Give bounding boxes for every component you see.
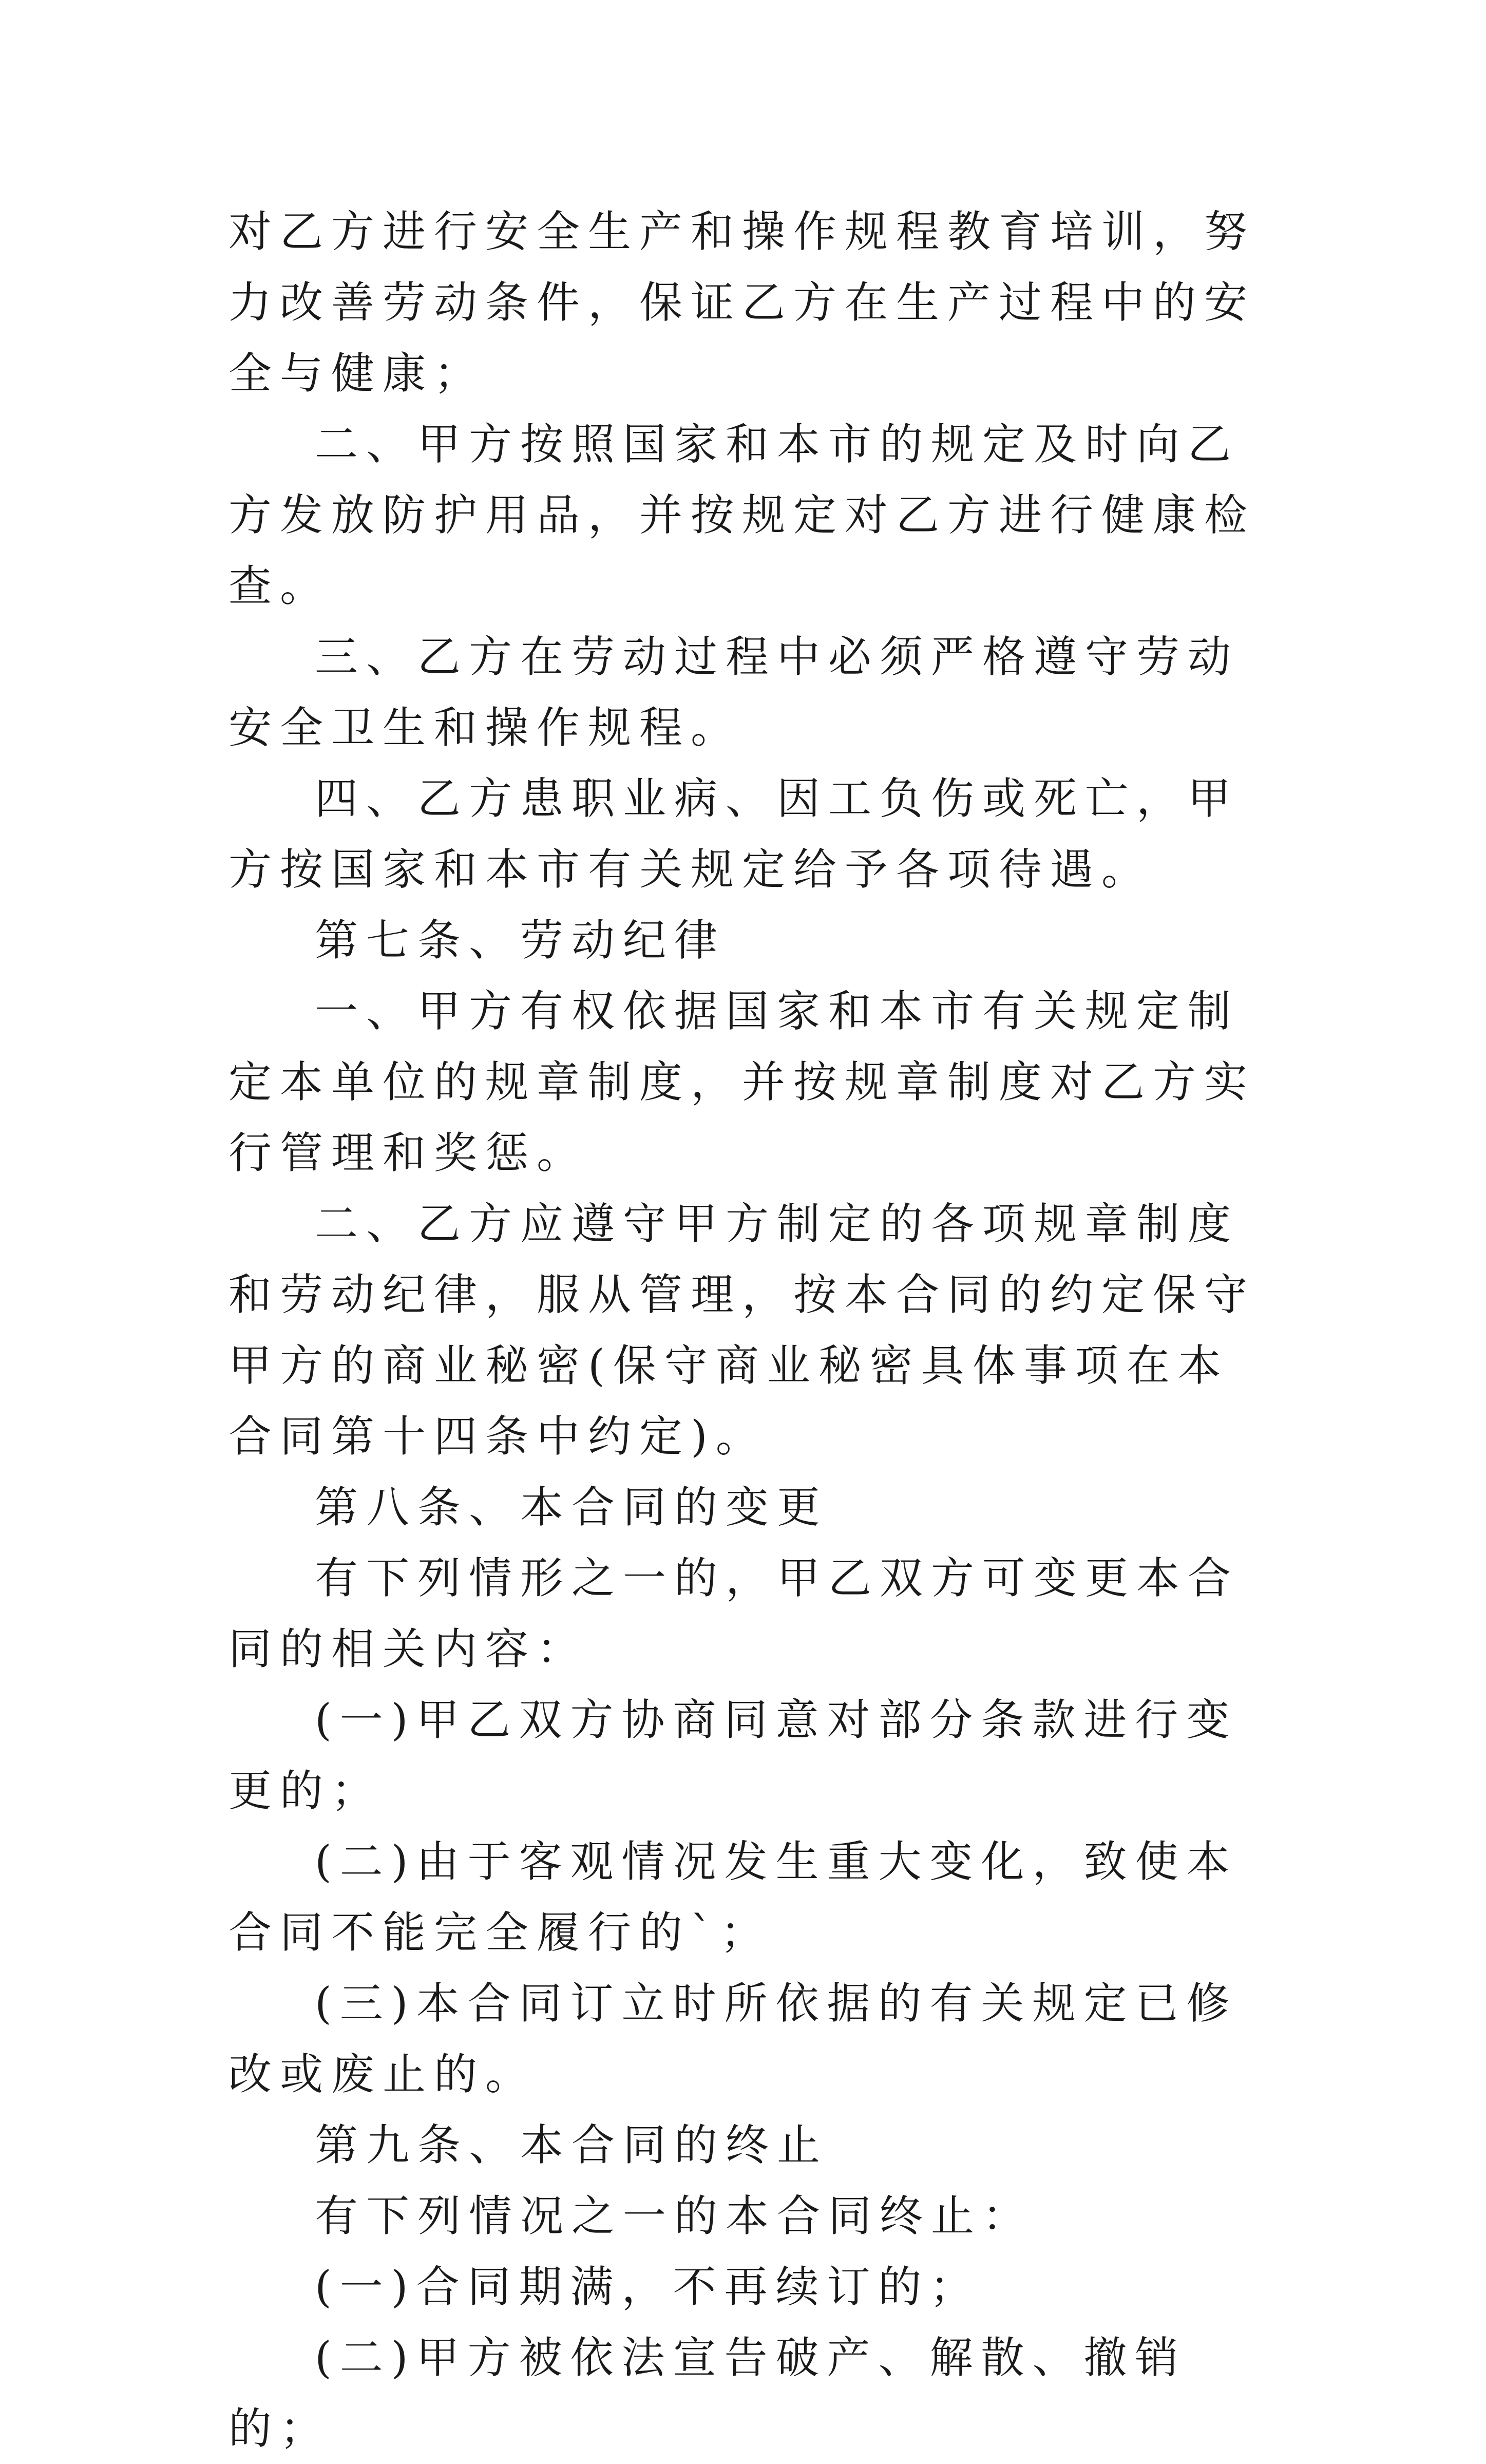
paragraph-protective-equipment: 二、甲方按照国家和本市的规定及时向乙方发放防护用品，并按规定对乙方进行健康检查。 (228, 419, 1256, 611)
list-item-change-2: (二)由于客观情况发生重大变化，致使本合同不能完全履行的`； (228, 1836, 1238, 1958)
paragraph-rules-authority: 一、甲方有权依据国家和本市有关规定制定本单位的规章制度，并按规章制度对乙方实行管理和奖惩。 (228, 986, 1256, 1178)
paragraph-safety-compliance: 三、乙方在劳动过程中必须严格遵守劳动安全卫生和操作规程。 (228, 632, 1240, 753)
heading-article-8: 第八条、本合同的变更 (315, 1482, 829, 1532)
paragraph-safety-training-continued: 对乙方进行安全生产和操作规程教育培训，努力改善劳动条件，保证乙方在生产过程中的安全与健康； (228, 206, 1256, 399)
paragraph-change-conditions: 有下列情形之一的，甲乙双方可变更本合同的相关内容： (228, 1553, 1240, 1674)
list-item-termination-2: (二)甲方被依法宣告破产、解散、撤销的； (228, 2333, 1187, 2454)
list-item-termination-1: (一)合同期满，不再续订的； (315, 2262, 981, 2312)
paragraph-rules-obedience: 二、乙方应遵守甲方制定的各项规章制度和劳动纪律，服从管理，按本合同的约定保守甲方的商业秘密(保守商业秘密具体事项在本合同第十四条中约定)。 (228, 1199, 1256, 1462)
heading-article-9: 第九条、本合同的终止 (315, 2120, 829, 2170)
paragraph-termination-conditions: 有下列情况之一的本合同终止： (315, 2191, 1034, 2241)
paragraph-occupational-injury: 四、乙方患职业病、因工负伤或死亡，甲方按国家和本市有关规定给予各项待遇。 (228, 773, 1240, 895)
list-item-change-1: (一)甲乙双方协商同意对部分条款进行变更的； (228, 1695, 1238, 1816)
heading-article-7: 第七条、劳动纪律 (315, 915, 726, 965)
document-body (228, 196, 1266, 2464)
list-item-change-3: (三)本合同订立时所依据的有关规定已修改或废止的。 (228, 1978, 1238, 2099)
